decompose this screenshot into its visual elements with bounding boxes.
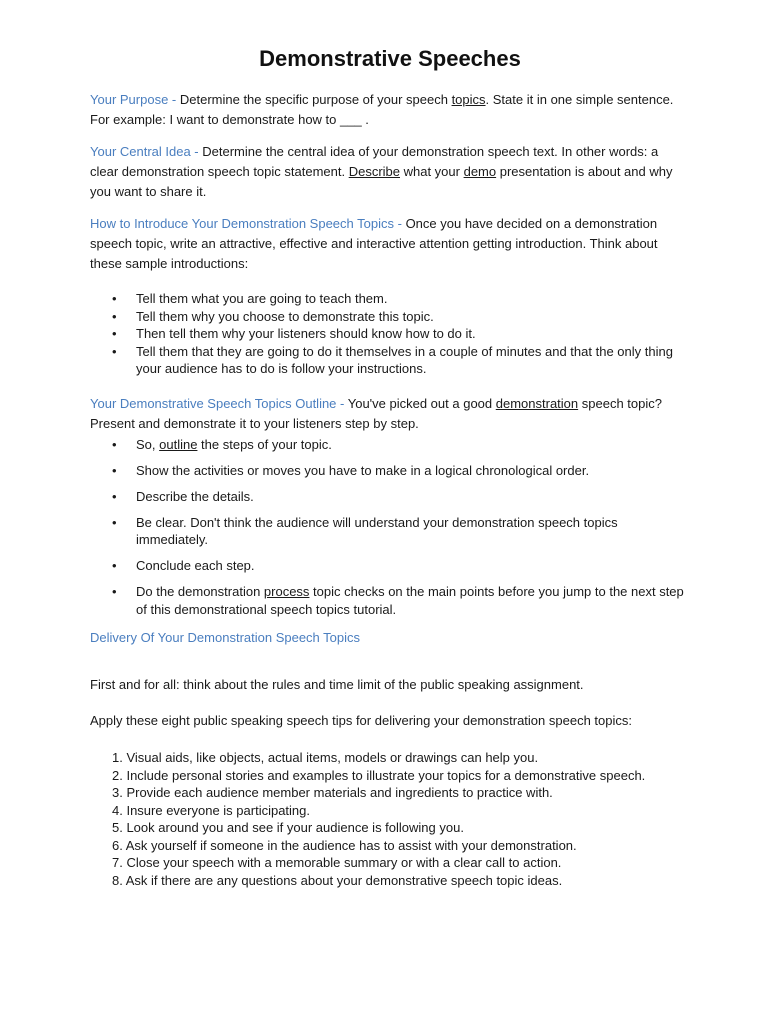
- demo-link[interactable]: demo: [463, 164, 497, 179]
- list-item-text: Show the activities or moves you have to make in a logical chronological order.: [136, 462, 590, 478]
- bullet-icon: •: [112, 436, 117, 452]
- list-item: [90, 583, 690, 618]
- process-link[interactable]: process: [263, 584, 310, 599]
- introduction-bullet-list: [90, 290, 690, 378]
- delivery-paragraph-1: First and for all: think about the rules and time limit of the public speaking assignment.: [90, 677, 584, 692]
- bullet-icon: •: [112, 343, 117, 359]
- list-item: 6. Ask yourself if someone in the audience has to assist with your demonstration.: [112, 837, 577, 853]
- list-item-text: Then tell them why your listeners should know how to do it.: [136, 326, 476, 341]
- list-item-text: topic checks on the main points before you jump to the next step of this demonstrational speech topics tutorial.: [136, 584, 684, 617]
- purpose-text-2: . State it in one simple sentence. For example: I want to demonstrate how to ___ .: [90, 92, 674, 127]
- outline-text: You've picked out a good: [347, 395, 496, 411]
- introduce-heading: How to Introduce Your Demonstration Speech Topics -: [90, 216, 406, 231]
- central-idea-text-2: what your: [400, 164, 464, 179]
- list-item-text: Be clear. Don't think the audience will understand your demonstration speech topics immediately.: [136, 514, 618, 547]
- describe-link[interactable]: Describe: [348, 164, 400, 179]
- outline-link[interactable]: outline: [159, 436, 198, 452]
- delivery-paragraph-2: Apply these eight public speaking speech tips for delivering your demonstration speech topics:: [90, 713, 632, 728]
- list-item: 2. Include personal stories and examples to illustrate your topics for a demonstrative speech.: [112, 767, 646, 783]
- list-item: [90, 436, 690, 454]
- bullet-icon: •: [112, 558, 117, 573]
- list-item: [90, 343, 690, 378]
- bullet-icon: •: [112, 326, 117, 341]
- central-idea-heading: Your Central Idea -: [90, 144, 203, 159]
- list-item: 8. Ask if there are any questions about your demonstrative speech topic ideas.: [112, 872, 563, 888]
- list-item-text: Tell them that they are going to do it themselves in a couple of minutes and that the only thing your audience has to do is follow your instructions.: [136, 343, 673, 376]
- list-item: [90, 325, 690, 343]
- purpose-heading: Your Purpose -: [90, 92, 180, 107]
- list-item-text: Tell them what you are going to teach them.: [136, 291, 388, 306]
- outline-heading: Your Demonstrative Speech Topics Outline -: [90, 395, 348, 411]
- bullet-icon: •: [112, 291, 117, 306]
- list-item-text: Describe the details.: [136, 488, 254, 504]
- outline-paragraph: [90, 394, 690, 434]
- list-item: [90, 514, 690, 549]
- demonstration-link[interactable]: demonstration: [495, 395, 579, 411]
- list-item-text: the steps of your topic.: [197, 436, 332, 452]
- outline-text-2: speech topic? Present and demonstrate it to your listeners step by step.: [90, 395, 662, 431]
- introduce-text: Once you have decided on a demonstration speech topic, write an attractive, effective and interactive attention getting introduction. Think about these sample introductions:: [90, 216, 658, 271]
- central-idea-text-3: presentation is about and why you want to share it.: [90, 164, 673, 199]
- list-item: [90, 308, 690, 326]
- document-page: [90, 46, 690, 889]
- bullet-icon: •: [112, 584, 117, 599]
- list-item: 4. Insure everyone is participating.: [112, 802, 310, 818]
- list-item: 3. Provide each audience member materials and ingredients to practice with.: [112, 785, 553, 800]
- central-idea-paragraph: [90, 142, 690, 202]
- list-item: [90, 462, 690, 480]
- purpose-text: Determine the specific purpose of your speech: [179, 92, 452, 107]
- delivery-heading: Delivery Of Your Demonstration Speech Topics: [90, 630, 361, 645]
- central-idea-text: Determine the central idea of your demonstration speech text. In other words: a clear demonstration speech topic statement.: [90, 144, 659, 179]
- list-item-text: So,: [136, 436, 160, 452]
- list-item: 1. Visual aids, like objects, actual items, models or drawings can help you.: [112, 750, 539, 765]
- list-item: [90, 557, 690, 575]
- list-item-text: Tell them why you choose to demonstrate this topic.: [136, 308, 434, 324]
- list-item-text: Do the demonstration: [136, 584, 264, 599]
- bullet-icon: •: [112, 514, 117, 530]
- page-title: Demonstrative Speeches: [259, 46, 521, 71]
- delivery-tips-list: [90, 749, 690, 889]
- list-item: [90, 290, 690, 308]
- list-item: 7. Close your speech with a memorable summary or with a clear call to action.: [112, 855, 562, 870]
- list-item-text: Conclude each step.: [136, 558, 255, 573]
- introduce-paragraph: [90, 214, 690, 274]
- list-item: 5. Look around you and see if your audience is following you.: [112, 820, 464, 835]
- list-item: [90, 488, 690, 506]
- bullet-icon: •: [112, 462, 117, 478]
- purpose-paragraph: [90, 90, 690, 130]
- topics-link[interactable]: topics: [451, 92, 486, 107]
- outline-bullet-list: [90, 436, 690, 619]
- bullet-icon: •: [112, 488, 117, 504]
- bullet-icon: •: [112, 308, 117, 324]
